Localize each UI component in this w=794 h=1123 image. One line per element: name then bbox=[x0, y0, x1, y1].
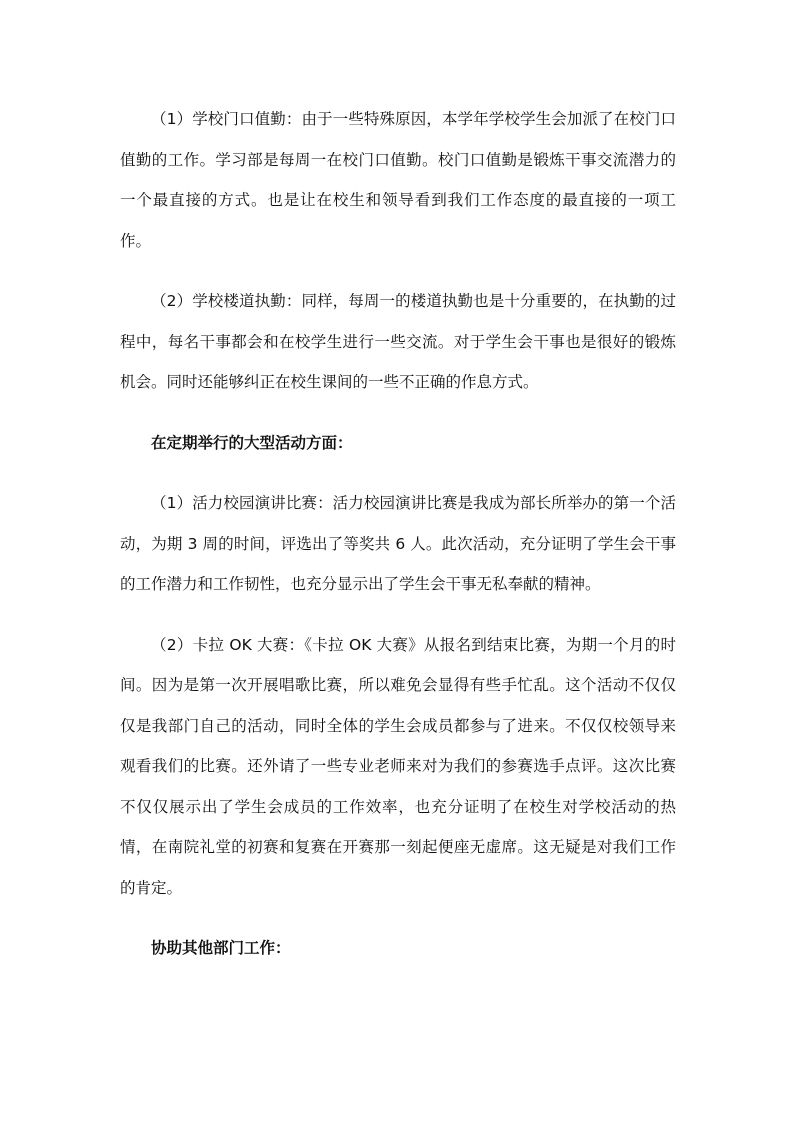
section-heading-large-activities: 在定期举行的大型活动方面： bbox=[151, 433, 353, 452]
paragraph-spacer bbox=[120, 261, 676, 281]
paragraph-corridor-duty: （2）学校楼道执勤：同样，每周一的楼道执勤也是十分重要的，在执勤的过程中，每名干事都会和在校学生进行一些交流。对于学生会干事也是很好的锻炼机会。同时还能够纠正在校生课间的一些不正确的作息方式。 bbox=[120, 292, 676, 391]
paragraph-spacer bbox=[120, 463, 676, 483]
paragraph-spacer bbox=[120, 605, 676, 625]
section-heading-assist-departments: 协助其他部门工作： bbox=[151, 939, 291, 957]
paragraph-gate-duty: （1）学校门口值勤：由于一些特殊原因，本学年学校学生会加派了在校门口值勤的工作。学习部是每周一在校门口值勤。校门口值勤是锻炼干事交流潜力的一个最直接的方式。也是让在校生和领导看到我们工作态度的最直接的一项工作。 bbox=[120, 110, 676, 250]
document-body bbox=[120, 99, 676, 969]
paragraph-spacer bbox=[120, 908, 676, 928]
paragraph-karaoke-contest: （2）卡拉 OK 大赛：《卡拉 OK 大赛》从报名到结束比赛，为期一个月的时间。因为是第一次开展唱歌比赛，所以难免会显得有些手忙乱。这个活动不仅仅仅是我部门自己的活动，同时全体的学生会成员都参与了进来。不仅仅校领导来观看我们的比赛。还外请了一些专业老师来对为我们的参赛选手点评。这次比赛不仅仅展示出了学生会成员的工作效率，也充分证明了在校生对学校活动的热情，在南院礼堂的初赛和复赛在开赛那一刻起便座无虚席。这无疑是对我们工作的肯定。 bbox=[120, 635, 676, 897]
paragraph-speech-contest: （1）活力校园演讲比赛：活力校园演讲比赛是我成为部长所举办的第一个活动，为期 3 周的时间，评选出了等奖共 6 人。此次活动，充分证明了学生会干事的工作潜力和工作韧性，也充分显示出了学生会干事无私奉献的精神。 bbox=[120, 494, 676, 593]
paragraph-spacer bbox=[120, 403, 676, 423]
